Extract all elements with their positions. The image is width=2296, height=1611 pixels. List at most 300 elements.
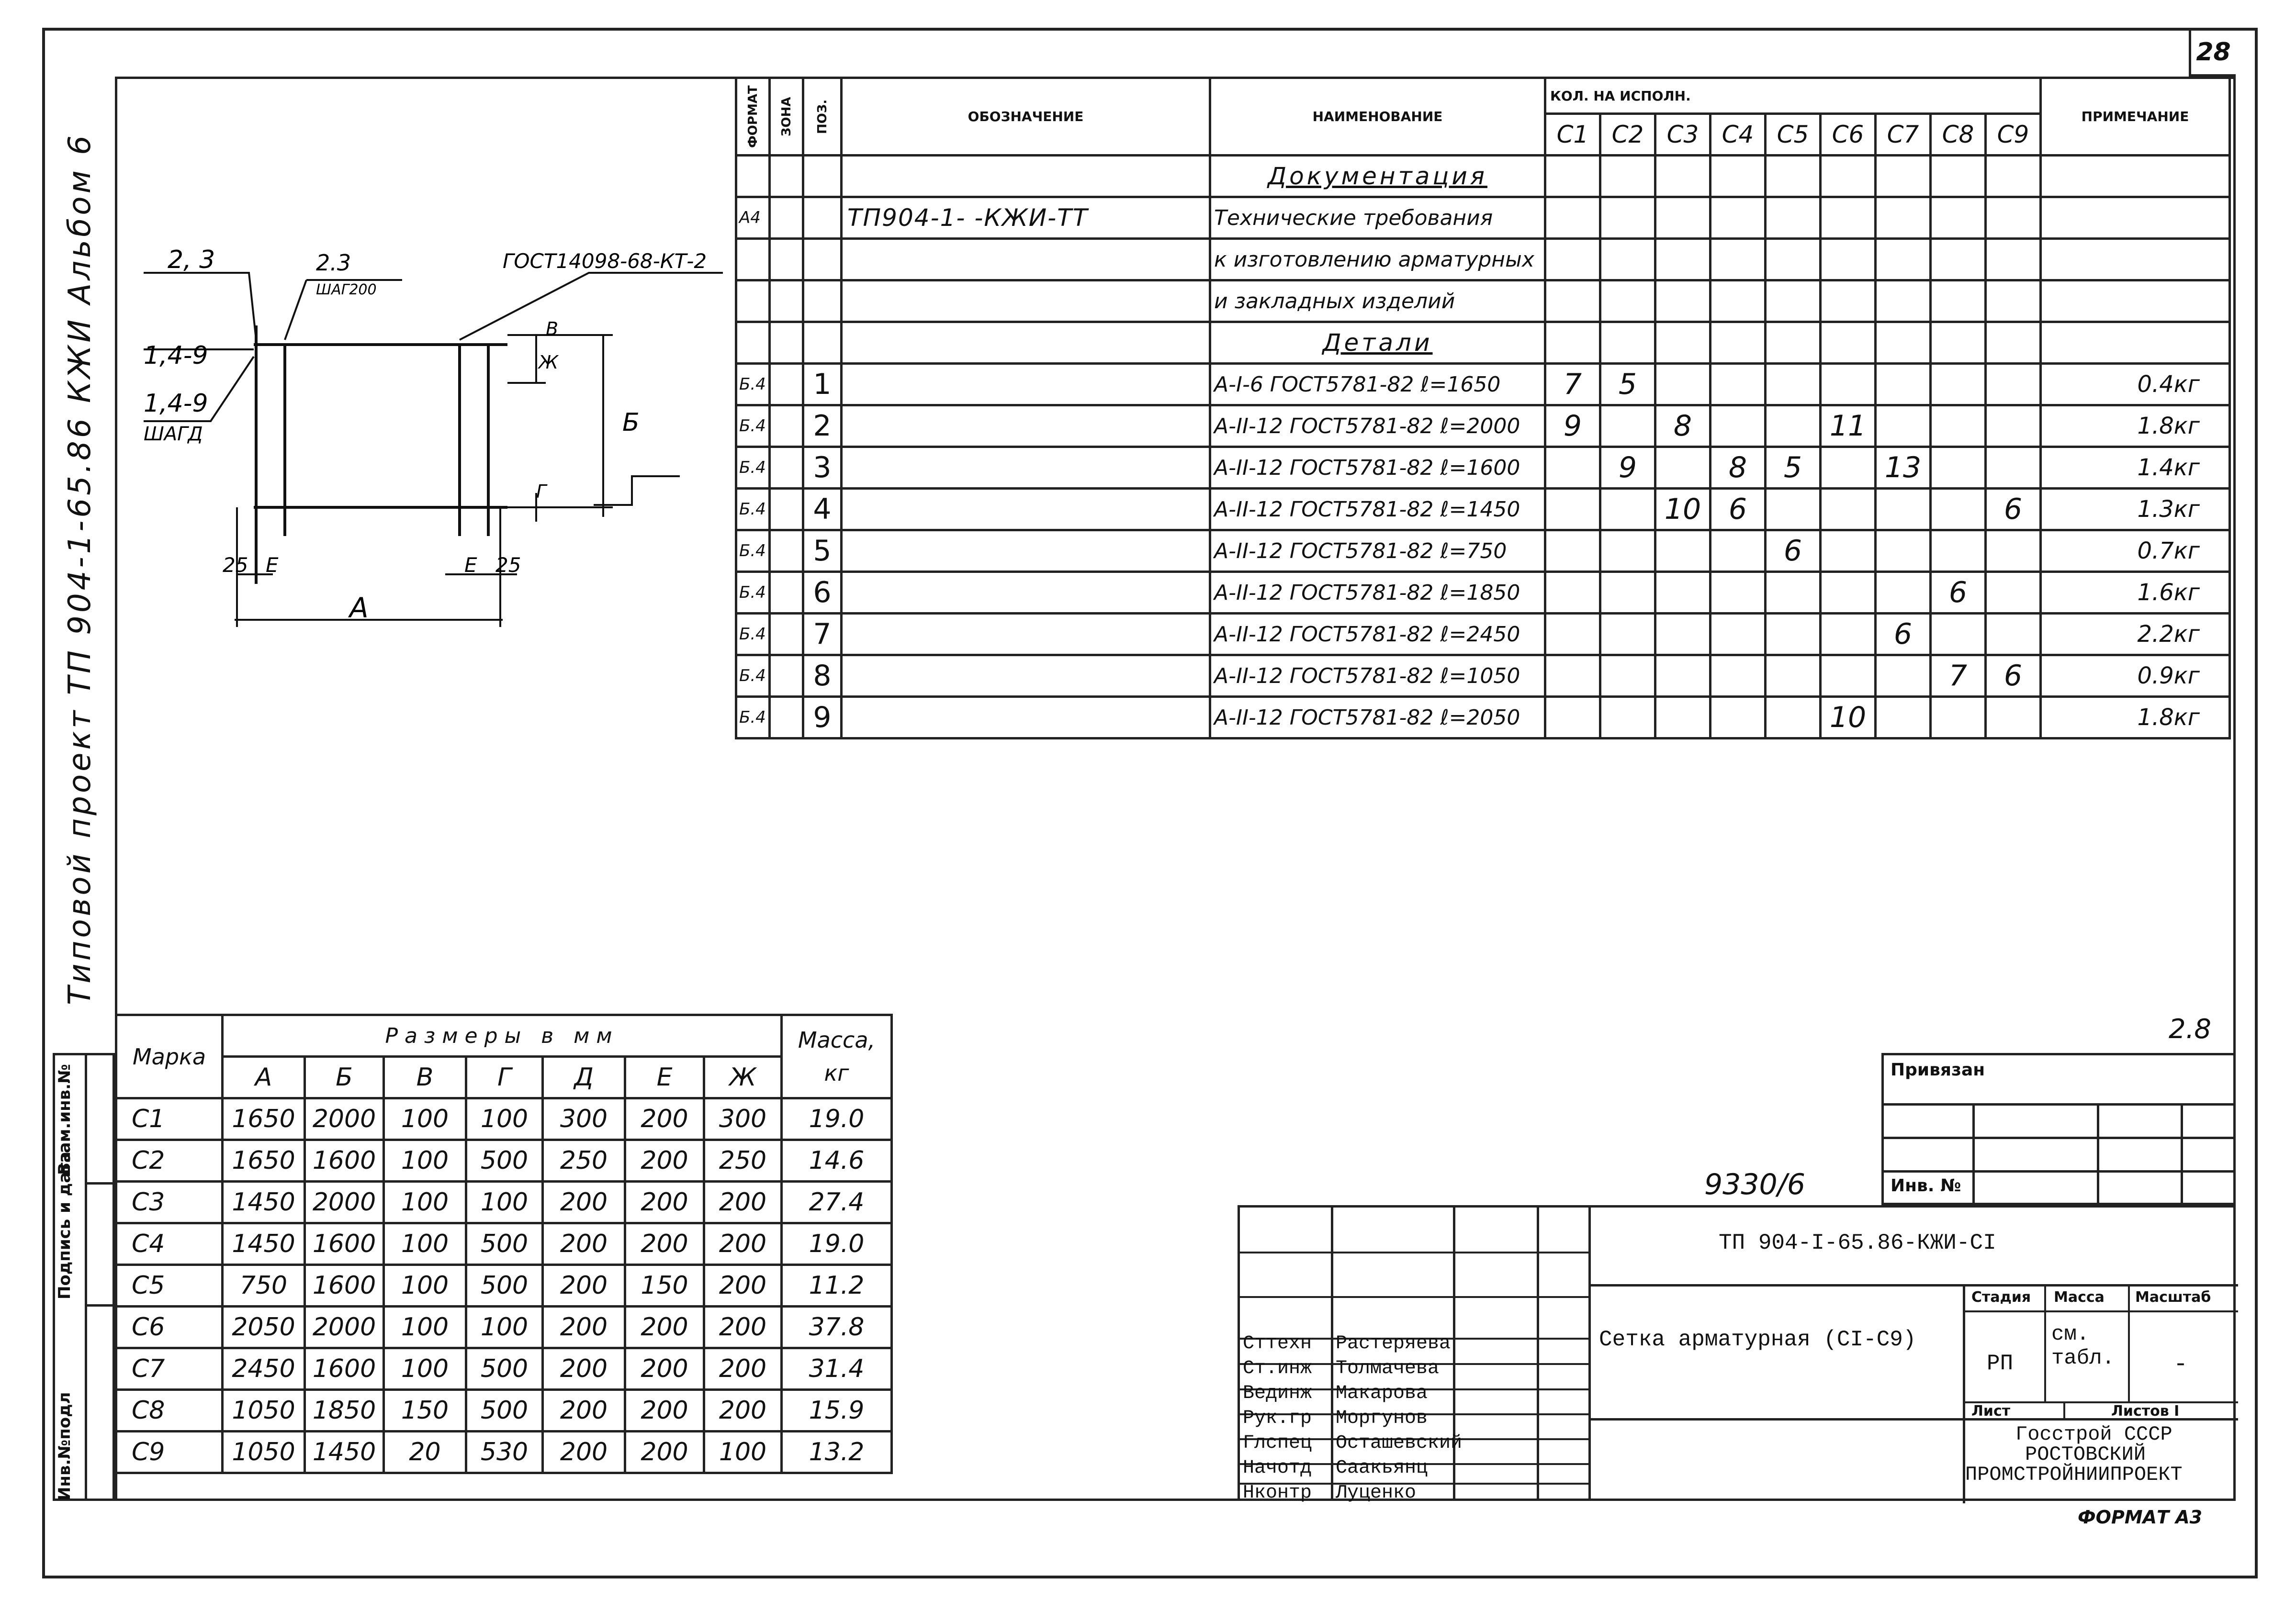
spec-row-qty (1766, 697, 1821, 738)
signer-role: Сттехн (1243, 1333, 1312, 1354)
spec-row-note: 0.9кг (2041, 655, 2230, 697)
spec-row-qty: 6 (1876, 614, 1931, 655)
dims-value: 200 (704, 1223, 782, 1265)
signer-name: Толмачева (1336, 1358, 1440, 1379)
dims-value: 150 (625, 1265, 704, 1307)
spec-row-qty (1876, 364, 1931, 405)
spec-row-qty: 8 (1655, 405, 1711, 447)
spec-kol-header: С7 (1876, 114, 1931, 156)
spec-row-qty (1821, 655, 1876, 697)
spec-row-zone (770, 655, 803, 697)
dims-mass: 31.4 (782, 1348, 892, 1390)
title-block (1238, 1205, 2236, 1504)
spec-header-note: ПРИМЕЧАНИЕ (2041, 78, 2230, 156)
spec-row-pos: 3 (803, 447, 842, 489)
spec-row-qty: 7 (1931, 655, 1986, 697)
spec-row-qty (1600, 530, 1655, 572)
spec-detail-row (736, 614, 2230, 655)
spec-row-qty (1821, 530, 1876, 572)
spec-row-designation (842, 405, 1210, 447)
spec-row-qty (1600, 572, 1655, 614)
dims-value: 500 (466, 1223, 543, 1265)
spec-row-qty: 10 (1821, 697, 1876, 738)
spec-row-zone (770, 530, 803, 572)
dims-value: 500 (466, 1140, 543, 1182)
signer-name: Моргунов (1336, 1408, 1428, 1429)
spec-row-qty: 7 (1545, 364, 1600, 405)
dims-col-header: Г (466, 1057, 543, 1098)
signer-role: Ст.инж (1243, 1358, 1312, 1379)
label-2-3-left: 2, 3 (168, 246, 215, 274)
dims-header-massa: Масса, кг (782, 1015, 892, 1098)
org-line-3: ПРОМСТРОЙНИИПРОЕКТ (1965, 1463, 2183, 1486)
spec-row-designation (842, 489, 1210, 530)
signer-role: Нконтр (1243, 1482, 1312, 1504)
dims-row (116, 1265, 892, 1307)
label-gost-14098: ГОСТ14098-68-КТ-2 (503, 249, 707, 273)
spec-row-zone (770, 614, 803, 655)
signer-role: Начотд (1243, 1457, 1312, 1479)
spec-row-pos: 5 (803, 530, 842, 572)
spec-row-qty (1545, 572, 1600, 614)
spec-row-pos: 8 (803, 655, 842, 697)
spec-row-qty (1545, 530, 1600, 572)
spec-row-zone (770, 697, 803, 738)
side-stamp-vzam: Взам.инв.№ (55, 1064, 74, 1175)
dims-row (116, 1307, 892, 1348)
spec-kol-header: С1 (1545, 114, 1600, 156)
dim-B: Б (622, 408, 640, 437)
dims-value: 200 (625, 1348, 704, 1390)
spec-row-qty (1986, 405, 2041, 447)
spec-row-format: Б.4 (736, 614, 770, 655)
spec-row-qty (1600, 489, 1655, 530)
signer-name: Луценко (1336, 1482, 1417, 1504)
stadiya-label: Стадия (1971, 1289, 2031, 1306)
spec-row-qty: 6 (1931, 572, 1986, 614)
spec-row-qty (1766, 489, 1821, 530)
dims-value: 100 (384, 1348, 466, 1390)
dims-marka: С9 (116, 1432, 223, 1473)
spec-row-qty (1986, 572, 2041, 614)
spec-row-qty (1931, 530, 1986, 572)
spec-row-qty (1931, 489, 1986, 530)
spec-detail-row (736, 447, 2230, 489)
spec-row-qty (1821, 614, 1876, 655)
spec-doc-row-cont (736, 280, 2230, 322)
dims-value: 200 (625, 1182, 704, 1223)
spec-row-qty (1931, 364, 1986, 405)
spec-detail-row (736, 655, 2230, 697)
spec-row-qty (1821, 489, 1876, 530)
dims-marka: С6 (116, 1307, 223, 1348)
dim-A: A (349, 592, 369, 624)
spec-row-qty (1931, 697, 1986, 738)
spec-row-qty (1766, 405, 1821, 447)
dimensions-table (115, 1014, 893, 1474)
spec-row-note: 2.2кг (2041, 614, 2230, 655)
dim-G: Г (536, 481, 547, 502)
spec-doc-name: и закладных изделий (1210, 280, 1545, 322)
dims-marka: С3 (116, 1182, 223, 1223)
spec-header-zone: ЗОНА (770, 78, 803, 156)
dims-value: 1850 (305, 1390, 384, 1432)
dims-value: 200 (625, 1307, 704, 1348)
dims-row (116, 1432, 892, 1473)
spec-row-format: Б.4 (736, 530, 770, 572)
dims-value: 200 (543, 1390, 625, 1432)
dims-mass: 27.4 (782, 1182, 892, 1223)
dims-marka: С4 (116, 1223, 223, 1265)
side-stamp-inv: Инв.№подл (55, 1392, 74, 1500)
dims-value: 200 (543, 1265, 625, 1307)
dims-marka: С8 (116, 1390, 223, 1432)
spec-row-qty (1931, 447, 1986, 489)
spec-row-pos: 9 (803, 697, 842, 738)
format-label: ФОРМАТ А3 (2078, 1507, 2203, 1528)
spec-row-qty (1711, 364, 1766, 405)
spec-row-designation (842, 530, 1210, 572)
spec-section-details-row (736, 322, 2230, 364)
spec-row-qty (1655, 447, 1711, 489)
dims-col-header: В (384, 1057, 466, 1098)
spec-row-qty (1600, 697, 1655, 738)
spec-row-qty (1711, 405, 1766, 447)
spec-row-designation (842, 614, 1210, 655)
spec-detail-row (736, 405, 2230, 447)
sheet-title: Сетка арматурная (СI-С9) (1599, 1327, 1916, 1352)
spec-kol-header: С6 (1821, 114, 1876, 156)
spec-row-qty (1821, 364, 1876, 405)
spec-row-qty (1545, 697, 1600, 738)
dims-value: 2450 (223, 1348, 305, 1390)
dims-value: 500 (466, 1265, 543, 1307)
dims-value: 750 (223, 1265, 305, 1307)
spec-row-zone (770, 405, 803, 447)
spec-row-format: Б.4 (736, 447, 770, 489)
dims-value: 200 (704, 1390, 782, 1432)
dims-value: 530 (466, 1432, 543, 1473)
spec-row-qty: 8 (1711, 447, 1766, 489)
order-number: 9330/6 (1704, 1168, 1806, 1201)
mesh-drawing (115, 191, 737, 646)
spec-row-qty (1876, 405, 1931, 447)
dim-Zh: Ж (539, 352, 558, 373)
spec-row-qty (1986, 364, 2041, 405)
dims-header-marka: Марка (116, 1015, 223, 1098)
dims-value: 200 (625, 1390, 704, 1432)
spec-row-qty: 5 (1766, 447, 1821, 489)
spec-row-pos: 4 (803, 489, 842, 530)
dims-value: 250 (543, 1140, 625, 1182)
dims-col-header: Е (625, 1057, 704, 1098)
sheet-number-box (2189, 30, 2236, 77)
dims-col-header: Д (543, 1057, 625, 1098)
spec-doc-designation: ТП904-1- -КЖИ-ТТ (842, 197, 1210, 239)
dims-value: 100 (466, 1182, 543, 1223)
spec-row-format: Б.4 (736, 405, 770, 447)
dim-25-left: 25 (223, 553, 248, 577)
list-label: Лист (1971, 1403, 2011, 1420)
spec-kol-header: С2 (1600, 114, 1655, 156)
spec-row-name: А-II-12 ГОСТ5781-82 ℓ=1850 (1210, 572, 1545, 614)
doc-code: ТП 904-I-65.86-КЖИ-СI (1719, 1231, 1996, 1255)
spec-row-note: 0.4кг (2041, 364, 2230, 405)
spec-row-pos: 6 (803, 572, 842, 614)
spec-row-format: Б.4 (736, 572, 770, 614)
label-2-3-right: 2.3 (316, 250, 351, 276)
signer-name: Растеряева (1336, 1333, 1451, 1354)
spec-row-qty (1986, 530, 2041, 572)
spec-kol-header: С4 (1711, 114, 1766, 156)
spec-row-qty (1876, 572, 1931, 614)
spec-row-qty (1711, 697, 1766, 738)
signer-name: Саакьянц (1336, 1457, 1428, 1479)
dims-mass: 13.2 (782, 1432, 892, 1473)
privyazan-label: Привязан (1891, 1060, 1985, 1080)
spec-row-qty: 9 (1545, 405, 1600, 447)
spec-header-name: НАИМЕНОВАНИЕ (1210, 78, 1545, 156)
signer-role: Рук.гр (1243, 1408, 1312, 1429)
dims-value: 200 (625, 1098, 704, 1140)
dims-value: 1650 (223, 1098, 305, 1140)
spec-row-qty (1931, 614, 1986, 655)
spec-row-note: 1.8кг (2041, 405, 2230, 447)
dims-value: 500 (466, 1348, 543, 1390)
dim-E-left: Е (266, 553, 279, 577)
spec-row-zone (770, 447, 803, 489)
spec-row-pos: 1 (803, 364, 842, 405)
massa-label: Масса (2054, 1289, 2105, 1306)
dims-mass: 14.6 (782, 1140, 892, 1182)
dims-value: 2050 (223, 1307, 305, 1348)
spec-row-qty (1766, 572, 1821, 614)
dims-marka: С7 (116, 1348, 223, 1390)
spec-row-note: 1.3кг (2041, 489, 2230, 530)
dims-value: 1600 (305, 1348, 384, 1390)
spec-row-name: А-II-12 ГОСТ5781-82 ℓ=1600 (1210, 447, 1545, 489)
dims-mass: 19.0 (782, 1098, 892, 1140)
spec-row-qty (1986, 697, 2041, 738)
dims-row (116, 1098, 892, 1140)
spec-row-note: 1.8кг (2041, 697, 2230, 738)
dims-value: 200 (543, 1348, 625, 1390)
spec-detail-row (736, 530, 2230, 572)
masshtab-value: - (2173, 1351, 2188, 1378)
spec-row-qty (1545, 447, 1600, 489)
spec-row-qty (1655, 655, 1711, 697)
label-shag200: ШАГ200 (316, 281, 377, 298)
dims-marka: С2 (116, 1140, 223, 1182)
dims-value: 1450 (305, 1432, 384, 1473)
spec-header-designation: ОБОЗНАЧЕНИЕ (842, 78, 1210, 156)
signer-role: Глспец (1243, 1432, 1312, 1454)
dims-value: 200 (625, 1223, 704, 1265)
signer-role: Вединж (1243, 1383, 1312, 1404)
dim-25-right: 25 (495, 553, 521, 577)
spec-row-note: 0.7кг (2041, 530, 2230, 572)
sheet-number-small: 2.8 (2169, 1014, 2212, 1045)
spec-row-qty (1711, 614, 1766, 655)
dims-marka: С1 (116, 1098, 223, 1140)
spec-row-qty (1986, 447, 2041, 489)
dims-value: 200 (625, 1140, 704, 1182)
org-line-2: РОСТОВСКИЙ (2025, 1443, 2146, 1466)
spec-detail-row (736, 364, 2230, 405)
spec-section-docs: Документация (1210, 156, 1545, 197)
spec-row-qty (1931, 405, 1986, 447)
spec-row-qty: 9 (1600, 447, 1655, 489)
dims-value: 1450 (223, 1182, 305, 1223)
spec-row-designation (842, 697, 1210, 738)
spec-row-name: А-II-12 ГОСТ5781-82 ℓ=1050 (1210, 655, 1545, 697)
dims-value: 100 (466, 1307, 543, 1348)
massa-value: см. табл. (2051, 1322, 2115, 1370)
spec-row-qty (1711, 655, 1766, 697)
spec-row-name: А-II-12 ГОСТ5781-82 ℓ=750 (1210, 530, 1545, 572)
dims-value: 300 (543, 1098, 625, 1140)
dims-value: 250 (704, 1140, 782, 1182)
dims-col-header: А (223, 1057, 305, 1098)
spec-row-format: Б.4 (736, 489, 770, 530)
spec-doc-row-cont (736, 239, 2230, 280)
spec-row-qty (1545, 489, 1600, 530)
spec-row-qty: 5 (1600, 364, 1655, 405)
dims-mass: 11.2 (782, 1265, 892, 1307)
side-title: Типовой проект ТП 904-1-65.86 КЖИ Альбом 6 (62, 133, 98, 1005)
dims-value: 200 (625, 1432, 704, 1473)
spec-row-qty (1876, 489, 1931, 530)
spec-row-qty (1600, 655, 1655, 697)
dims-value: 200 (704, 1265, 782, 1307)
spec-row-zone (770, 572, 803, 614)
spec-row-name: А-II-12 ГОСТ5781-82 ℓ=2450 (1210, 614, 1545, 655)
spec-row-name: А-II-12 ГОСТ5781-82 ℓ=1450 (1210, 489, 1545, 530)
dims-mass: 37.8 (782, 1307, 892, 1348)
label-shag-d: ШАГД (144, 423, 203, 445)
spec-detail-rows (736, 364, 2230, 738)
spec-row-note: 1.4кг (2041, 447, 2230, 489)
dims-marka: С5 (116, 1265, 223, 1307)
spec-row-qty (1545, 655, 1600, 697)
label-1-4-9-top: 1,4-9 (144, 341, 208, 370)
side-stamp-podpis: Подпись и дата (55, 1152, 74, 1299)
dims-value: 1050 (223, 1432, 305, 1473)
dims-value: 200 (543, 1223, 625, 1265)
dims-value: 100 (384, 1307, 466, 1348)
dims-value: 2000 (305, 1182, 384, 1223)
spec-row-note: 1.6кг (2041, 572, 2230, 614)
spec-row-qty (1821, 447, 1876, 489)
spec-row-zone (770, 364, 803, 405)
signer-name: Макарова (1336, 1383, 1428, 1404)
dims-value: 1600 (305, 1265, 384, 1307)
spec-row-designation (842, 364, 1210, 405)
spec-row-qty (1766, 614, 1821, 655)
dims-value: 500 (466, 1390, 543, 1432)
spec-row-qty: 6 (1986, 655, 2041, 697)
spec-row-qty: 6 (1711, 489, 1766, 530)
spec-row-name: А-I-6 ГОСТ5781-82 ℓ=1650 (1210, 364, 1545, 405)
spec-header-row-1 (736, 78, 2230, 114)
dims-value: 100 (384, 1223, 466, 1265)
spec-row-qty (1876, 697, 1931, 738)
dims-row (116, 1140, 892, 1182)
dims-value: 100 (384, 1182, 466, 1223)
spec-row-qty: 10 (1655, 489, 1711, 530)
spec-kol-header: С8 (1931, 114, 1986, 156)
spec-row-qty: 6 (1766, 530, 1821, 572)
dims-row (116, 1348, 892, 1390)
dims-value: 200 (704, 1182, 782, 1223)
dims-row (116, 1390, 892, 1432)
signer-name: Осташевский (1336, 1432, 1463, 1454)
spec-section-details: Детали (1210, 322, 1545, 364)
dims-value: 200 (704, 1307, 782, 1348)
inv-no-label: Инв. № (1891, 1176, 1961, 1196)
spec-row-pos: 7 (803, 614, 842, 655)
dims-header-razmery: Размеры в мм (223, 1015, 782, 1057)
dim-E-right: Е (464, 553, 477, 577)
spec-row-designation (842, 655, 1210, 697)
spec-row-designation (842, 447, 1210, 489)
specification-table (735, 77, 2231, 739)
dims-value: 1450 (223, 1223, 305, 1265)
dims-value: 20 (384, 1432, 466, 1473)
dims-value: 1050 (223, 1390, 305, 1432)
spec-row-qty (1711, 572, 1766, 614)
spec-header-kol: КОЛ. НА ИСПОЛН. (1545, 78, 2041, 114)
listov-label: Листов I (2111, 1403, 2180, 1420)
spec-detail-row (736, 489, 2230, 530)
masshtab-label: Масштаб (2135, 1289, 2211, 1306)
spec-row-qty (1655, 530, 1711, 572)
dims-value: 100 (466, 1098, 543, 1140)
org-line-1: Госстрой СССР (2015, 1423, 2172, 1446)
dims-row (116, 1182, 892, 1223)
spec-row-qty: 6 (1986, 489, 2041, 530)
spec-row-qty (1655, 572, 1711, 614)
spec-row-qty: 11 (1821, 405, 1876, 447)
spec-row-pos: 2 (803, 405, 842, 447)
dims-value: 1650 (223, 1140, 305, 1182)
dims-col-header: Б (305, 1057, 384, 1098)
spec-doc-name: к изготовлению арматурных (1210, 239, 1545, 280)
dims-value: 2000 (305, 1098, 384, 1140)
privyazan-block (1881, 1053, 2236, 1205)
dims-value: 100 (704, 1432, 782, 1473)
dims-col-header: Ж (704, 1057, 782, 1098)
spec-row-qty (1876, 530, 1931, 572)
spec-row-qty (1986, 614, 2041, 655)
spec-doc-row (736, 197, 2230, 239)
spec-doc-format: А4 (736, 197, 770, 239)
side-stamp (53, 1053, 115, 1501)
spec-section-docs-row (736, 156, 2230, 197)
stadiya-value: РП (1987, 1351, 2014, 1376)
dims-mass: 19.0 (782, 1223, 892, 1265)
spec-row-qty (1766, 364, 1821, 405)
spec-row-qty (1655, 364, 1711, 405)
spec-detail-row (736, 697, 2230, 738)
spec-row-qty (1655, 614, 1711, 655)
dims-value: 100 (384, 1265, 466, 1307)
spec-row-qty: 13 (1876, 447, 1931, 489)
spec-row-format: Б.4 (736, 655, 770, 697)
spec-header-format: ФОРМАТ (736, 78, 770, 156)
dims-value: 1600 (305, 1223, 384, 1265)
dims-value: 200 (704, 1348, 782, 1390)
